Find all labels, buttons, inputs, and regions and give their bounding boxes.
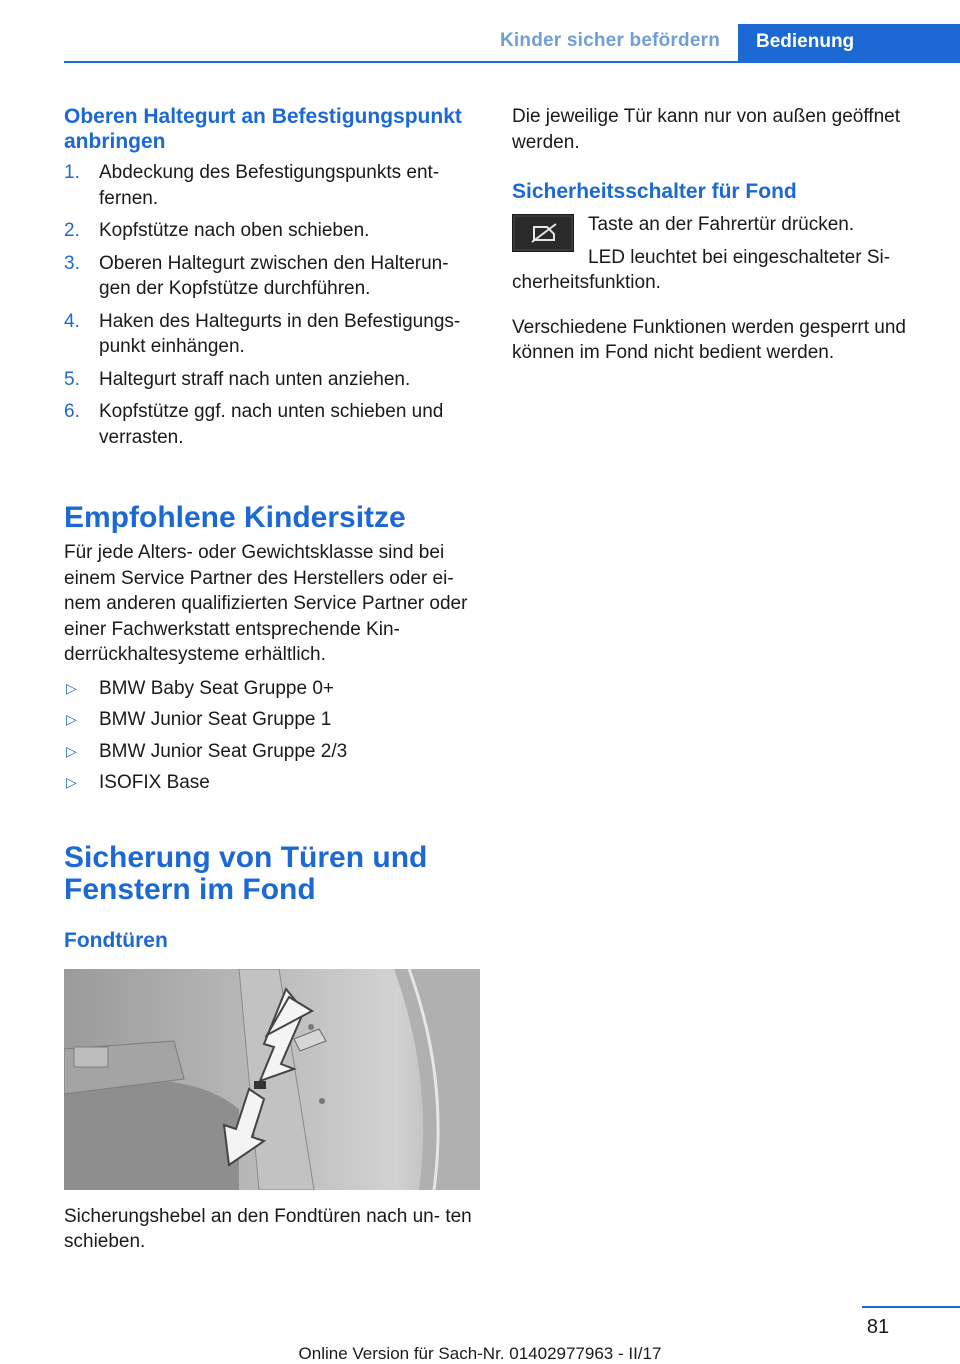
figure-caption: Sicherungshebel an den Fondtüren nach un‐ ten schieben. [64, 1205, 472, 1252]
switch-blocked-text: Verschiedene Funktionen werden gesperrt und können im Fond nicht bedient werden. [512, 316, 906, 363]
step-number: 4. [64, 310, 80, 332]
step-text: Kopfstütze nach oben schieben. [99, 220, 370, 241]
switch-press-text: Taste an der Fahrertür drücken. [588, 214, 855, 235]
bullet-triangle-icon: ▷ [66, 742, 77, 759]
right-column [512, 104, 922, 366]
footer-version: Online Version für Sach-Nr. 01402977963 - II/17 [298, 1344, 662, 1363]
list-item [64, 676, 484, 702]
steps-list [64, 160, 484, 450]
step-number: 5. [64, 368, 80, 390]
heading-child-seats: Empfohlene Kindersitze [64, 501, 406, 534]
seat-name: ISOFIX Base [99, 772, 210, 793]
chapter-tab: Bedienung [738, 24, 960, 62]
step-number: 1. [64, 162, 80, 183]
bullet-triangle-icon: ▷ [66, 774, 77, 790]
step-text: Oberen Haltegurt zwischen den Halterun‐ gen der Kopfstütze durchführen. [99, 252, 449, 299]
door-note: Die jeweilige Tür kann nur von außen geöffnet werden. [512, 106, 900, 153]
heading-door-security: Sicherung von Türen und Fenstern im Fond [64, 840, 428, 906]
heading-tether: Oberen Haltegurt an Befestigungspunkt anbringen [64, 105, 462, 153]
seat-name: BMW Junior Seat Gruppe 2/3 [99, 740, 348, 762]
step-text: Kopfstütze ggf. nach unten schieben und verrasten. [99, 401, 444, 448]
header-rule [64, 61, 960, 63]
list-item [64, 707, 484, 733]
section-title: Kinder sicher befördern [500, 30, 720, 51]
list-item [64, 770, 484, 796]
list-item [64, 367, 484, 393]
seats-intro: Für jede Alters- oder Gewichtsklasse sind bei einem Service Partner des Herstellers oder ei‐ nem anderen qualifizierten Service Partner oder einer Fachwerkstatt entsprechende Kin‐ derrückhaltesysteme erhältlich. [64, 542, 468, 665]
seat-name: BMW Baby Seat Gruppe 0+ [99, 677, 334, 699]
list-item [64, 309, 484, 360]
heading-safety-switch: Sicherheitsschalter für Fond [512, 180, 797, 203]
bullet-triangle-icon: ▷ [66, 711, 77, 727]
step-number: 3. [64, 252, 80, 274]
seat-name: BMW Junior Seat Gruppe 1 [99, 709, 332, 730]
switch-led-text: LED leuchtet bei eingeschalteter Si‐ cherheitsfunktion. [512, 246, 891, 293]
step-text: Haken des Haltegurts in den Befestigungs‐ punkt einhängen. [99, 310, 461, 357]
rear-door-lever-illustration [64, 969, 480, 1190]
step-text: Haltegurt straff nach unten anziehen. [99, 368, 411, 390]
list-item [64, 399, 484, 450]
list-item [64, 160, 484, 211]
list-item [64, 739, 484, 765]
child-lock-switch-icon [512, 214, 574, 252]
page-header [64, 0, 960, 62]
seats-list [64, 676, 484, 796]
footer-rule [862, 1306, 960, 1308]
page-number: 81 [866, 1316, 890, 1338]
bullet-triangle-icon: ▷ [66, 679, 77, 696]
step-text: Abdeckung des Befestigungspunkts ent‐ fernen. [99, 162, 440, 209]
step-number: 2. [64, 220, 80, 241]
list-item [64, 218, 484, 244]
left-column [64, 104, 484, 1255]
step-number: 6. [64, 401, 80, 422]
heading-rear-doors: Fondtüren [64, 928, 168, 952]
list-item [64, 251, 484, 302]
